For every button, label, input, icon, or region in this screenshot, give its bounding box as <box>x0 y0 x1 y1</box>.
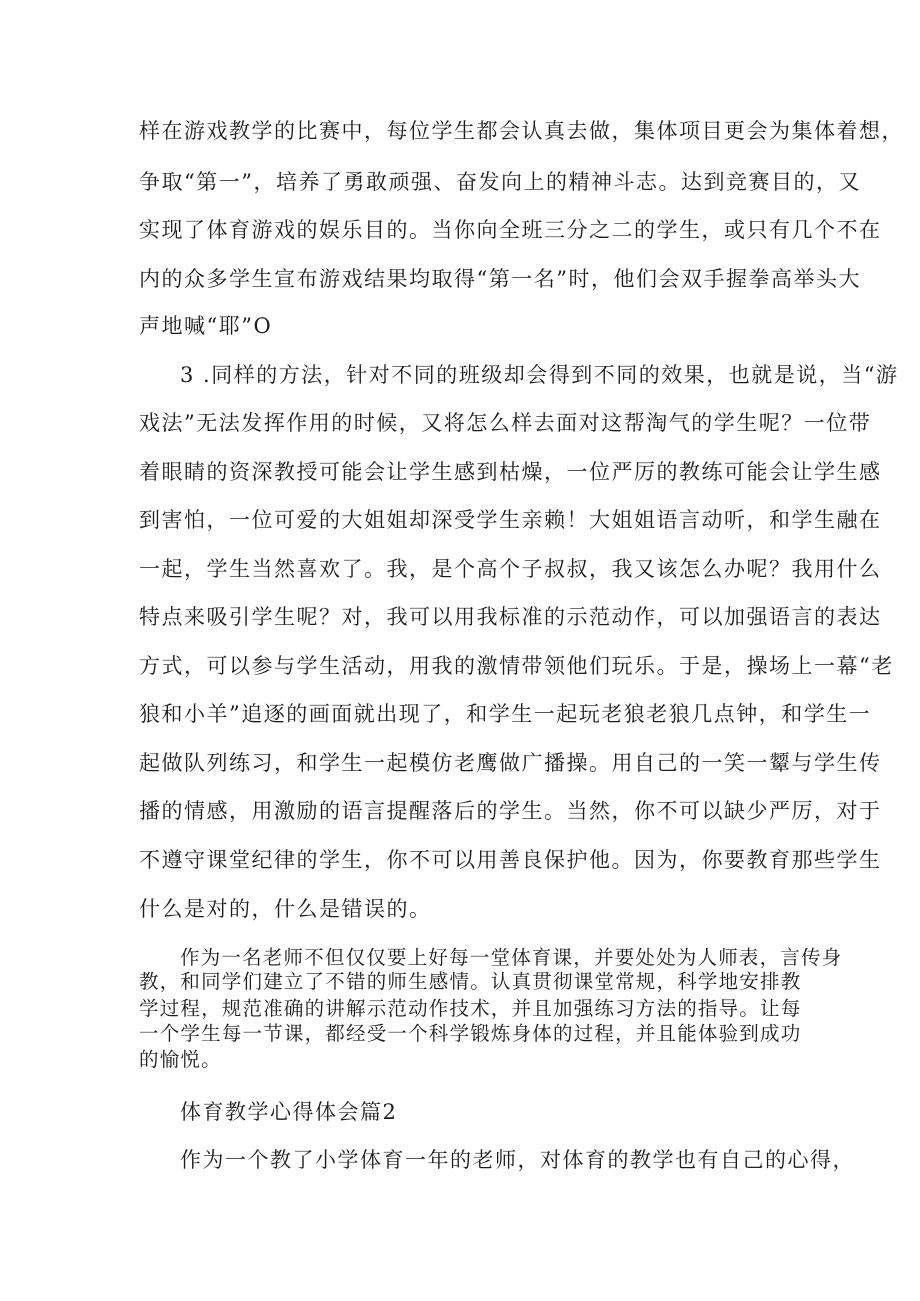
paragraph-2-line: 不遵守课堂纪律的学生，你不可以用善良保护他。因为，你要教育那些学生 <box>139 848 882 872</box>
paragraph-3-line: 一个学生每一节课，都经受一个科学锻炼身体的过程，并且能体验到成功 <box>139 1022 802 1045</box>
paragraph-2-line: 方式，可以参与学生活动，用我的激情带领他们玩乐。于是，操场上一幕“老 <box>139 654 894 678</box>
paragraph-1-line: 样在游戏教学的比赛中，每位学生都会认真去做，集体项目更会为集体着想， <box>139 119 904 143</box>
section-heading: 体育教学心得体会篇2 <box>180 1100 398 1124</box>
paragraph-2-line: 狼和小羊”追逐的画面就出现了，和学生一起玩老狼老狼几点钟，和学生一 <box>139 702 872 726</box>
paragraph-3-line: 学过程，规范准确的讲解示范动作技术，并且加强练习方法的指导。让每 <box>139 997 802 1020</box>
paragraph-2-line: 特点来吸引学生呢？对，我可以用我标准的示范动作，可以加强语言的表达 <box>139 605 882 629</box>
paragraph-2-line: 什么是对的，什么是错误的。 <box>139 897 432 921</box>
paragraph-3-line: 作为一名老师不但仅仅要上好每一堂体育课，并要处处为人师表，言传身 <box>180 946 843 969</box>
paragraph-2-line: 到害怕，一位可爱的大姐姐却深受学生亲赖！大姐姐语言动听，和学生融在 <box>139 508 882 532</box>
paragraph-2-line: 3 .同样的方法，针对不同的班级却会得到不同的效果，也就是说，当“游 <box>180 363 899 387</box>
paragraph-2-line: 播的情感，用激励的语言提醒落后的学生。当然，你不可以缺少严厉，对于 <box>139 799 882 823</box>
paragraph-1-line: 实现了体育游戏的娱乐目的。当你向全班三分之二的学生，或只有几个不在 <box>139 218 882 242</box>
paragraph-2-line: 戏法”无法发挥作用的时候，又将怎么样去面对这帮淘气的学生呢？一位带 <box>139 411 872 435</box>
paragraph-3-line: 的愉悦。 <box>139 1048 222 1071</box>
paragraph-1-line: 争取“第一”，培养了勇敢顽强、奋发向上的精神斗志。达到竞赛目的，又 <box>139 170 861 194</box>
paragraph-1-line: 内的众多学生宣布游戏结果均取得“第一名”时，他们会双手握拳高举头大 <box>139 267 861 291</box>
paragraph-1-line: 声地喊“耶”O <box>139 314 273 338</box>
paragraph-3-line: 教，和同学们建立了不错的师生感情。认真贯彻课堂常规，科学地安排教 <box>139 970 802 993</box>
paragraph-2-line: 着眼睛的资深教授可能会让学生感到枯燥，一位严厉的教练可能会让学生感 <box>139 460 882 484</box>
paragraph-4-line: 作为一个教了小学体育一年的老师，对体育的教学也有自己的心得， <box>180 1148 855 1172</box>
paragraph-2-line: 一起，学生当然喜欢了。我，是个高个子叔叔，我又该怎么办呢？我用什么 <box>139 557 882 581</box>
paragraph-2-line: 起做队列练习，和学生一起模仿老鹰做广播操。用自己的一笑一颦与学生传 <box>139 751 882 775</box>
